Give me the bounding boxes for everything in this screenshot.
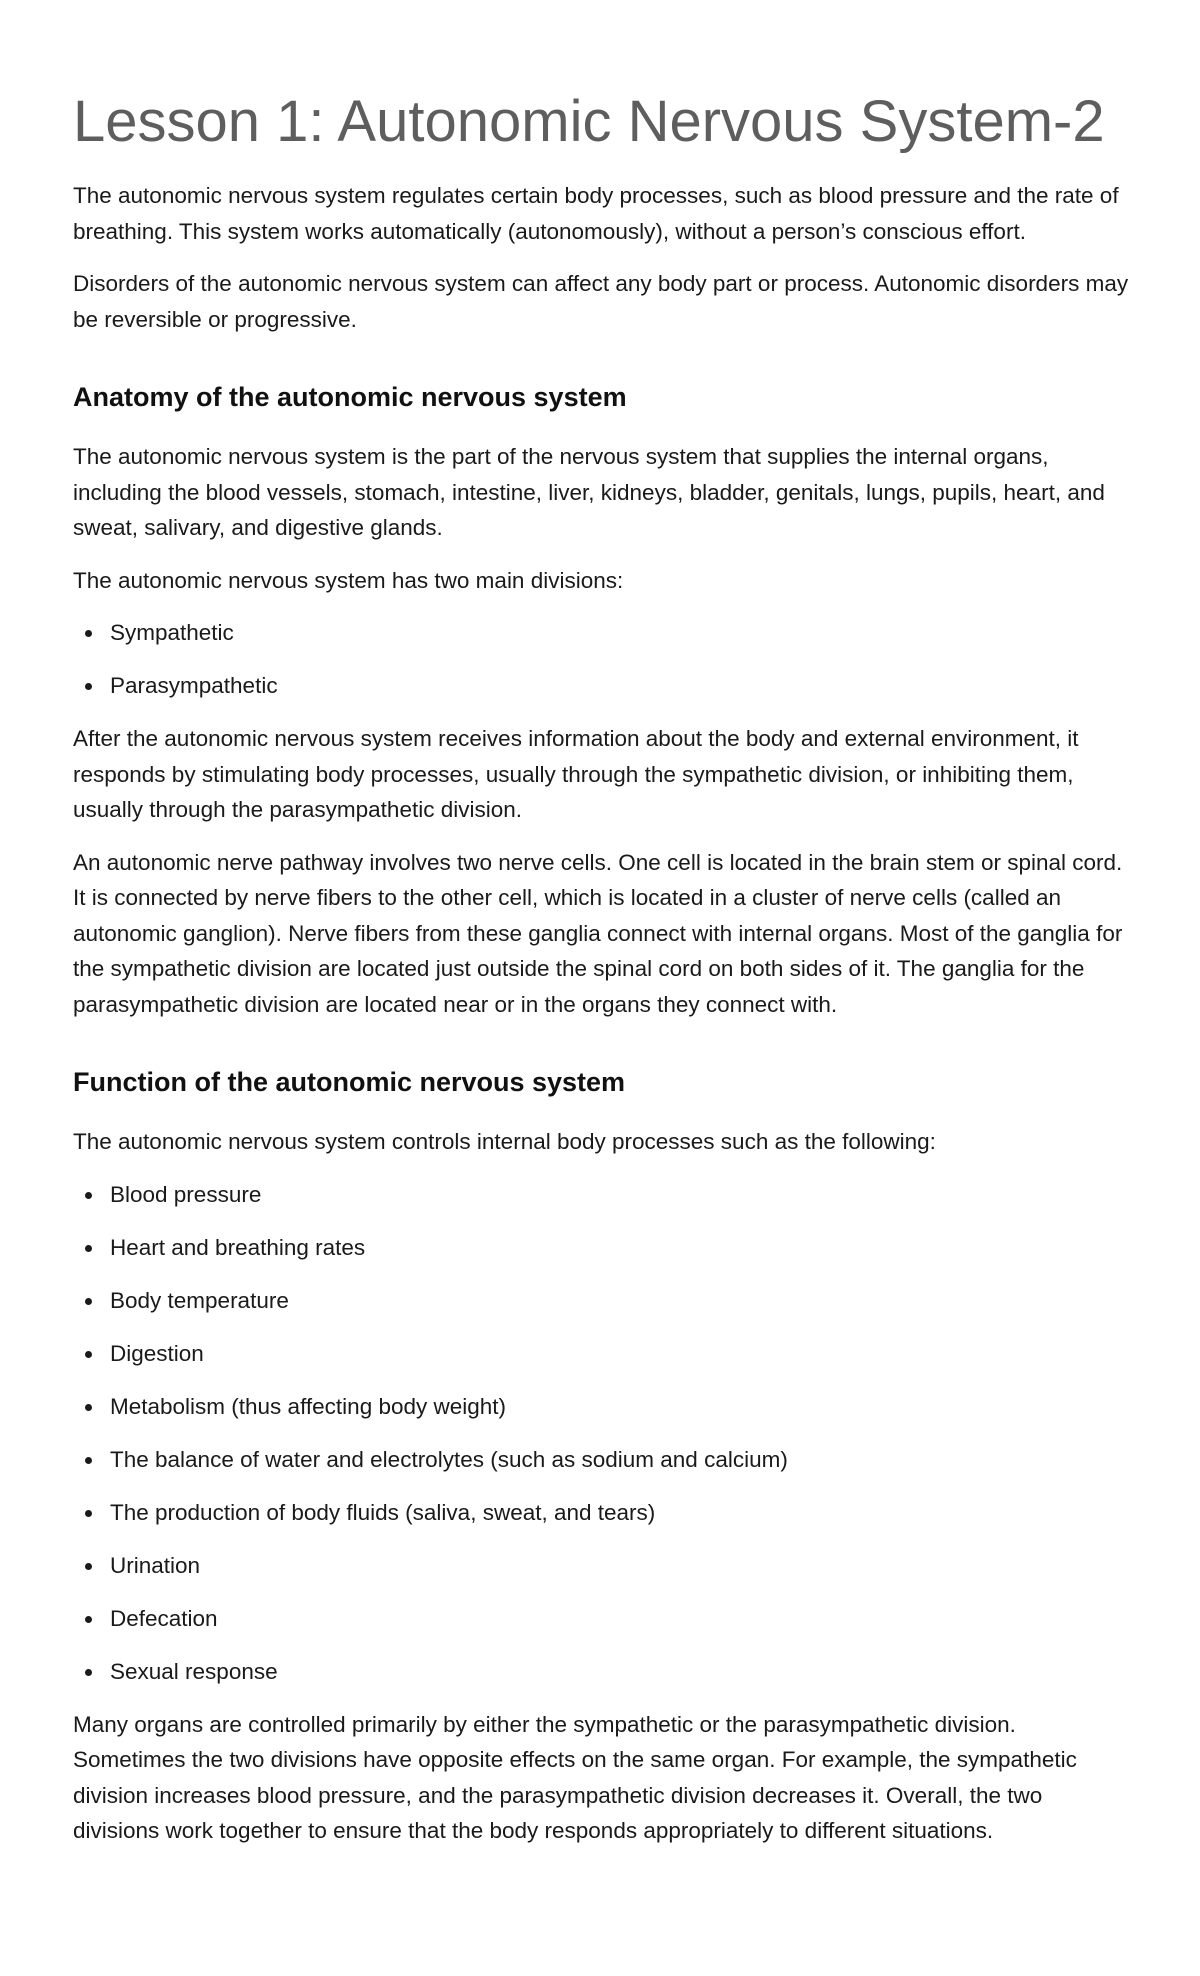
list-item — [73, 1548, 1130, 1584]
function-paragraph: The autonomic nervous system controls internal body processes such as the following: — [73, 1129, 936, 1154]
list-item-text: Sympathetic — [110, 620, 234, 645]
functions-list — [73, 1177, 1130, 1690]
anatomy-paragraph: An autonomic nerve pathway involves two nerve cells. One cell is located in the brain stem or spinal cord. It is connected by nerve fibers to the other cell, which is located in a cluster of nerve cells (called an autonomic ganglion). Nerve fibers from these ganglia connect with internal organs. Most of the ganglia for the sympathetic division are located just outside the spinal cord on both sides of it. The ganglia for the parasympathetic division are located near or in the organs they connect with. — [73, 849, 1123, 1017]
list-item-text: Heart and breathing rates — [110, 1234, 366, 1260]
bullet-icon — [85, 1563, 92, 1570]
section-heading-anatomy: Anatomy of the autonomic nervous system — [73, 382, 627, 412]
bullet-icon — [85, 1669, 92, 1676]
bullet-icon — [85, 1245, 92, 1252]
bullet-icon — [85, 1404, 92, 1411]
list-item — [73, 1336, 1130, 1372]
list-item-text: Metabolism (thus affecting body weight) — [110, 1393, 507, 1419]
bullet-icon — [85, 683, 92, 690]
bullet-icon — [85, 1298, 92, 1305]
list-item-text: Blood pressure — [110, 1181, 262, 1207]
section-heading-function: Function of the autonomic nervous system — [73, 1067, 626, 1097]
list-item-text: Parasympathetic — [110, 673, 278, 698]
bullet-icon — [85, 1616, 92, 1623]
bullet-icon — [85, 630, 92, 637]
bullet-icon — [85, 1351, 92, 1358]
list-item-text: Digestion — [110, 1340, 204, 1366]
list-item-text: Body temperature — [110, 1287, 289, 1313]
list-item — [73, 1601, 1130, 1637]
anatomy-paragraph: The autonomic nervous system is the part of the nervous system that supplies the internal organs, including the blood vessels, stomach, intestine, liver, kidneys, bladder, genitals, lungs, pupils, heart, and sweat, salivary, and digestive glands. — [73, 444, 1105, 540]
list-item — [73, 615, 1130, 651]
list-item-text: The balance of water and electrolytes (such as sodium and calcium) — [110, 1446, 788, 1472]
list-item — [73, 1495, 1130, 1531]
list-item — [73, 1654, 1130, 1690]
page-title: Lesson 1: Autonomic Nervous System-2 — [73, 89, 1105, 154]
intro-paragraph: Disorders of the autonomic nervous system can affect any body part or process. Autonomic disorders may be reversible or progressive. — [73, 271, 1129, 332]
divisions-list — [73, 615, 1130, 704]
anatomy-paragraph: After the autonomic nervous system receives information about the body and external environment, it responds by stimulating body processes, usually through the sympathetic division, or inhibiting them, usually through the parasympathetic division. — [73, 726, 1079, 822]
bullet-icon — [85, 1510, 92, 1517]
function-paragraph: Many organs are controlled primarily by either the sympathetic or the parasympathetic division. Sometimes the two divisions have opposite effects on the same organ. For example, the sympathetic division increases blood pressure, and the parasympathetic division decreases it. Overall, the two divisions work together to ensure that the body responds appropriately to different situations. — [73, 1711, 1077, 1843]
intro-paragraph: The autonomic nervous system regulates certain body processes, such as blood pressure and the rate of breathing. This system works automatically (autonomously), without a person’s conscious effort. — [73, 183, 1119, 244]
bullet-icon — [85, 1457, 92, 1464]
list-item — [73, 1389, 1130, 1425]
anatomy-paragraph: The autonomic nervous system has two main divisions: — [73, 567, 624, 593]
bullet-icon — [85, 1192, 92, 1199]
list-item — [73, 668, 1130, 704]
list-item-text: Sexual response — [110, 1658, 278, 1684]
list-item-text: The production of body fluids (saliva, sweat, and tears) — [110, 1499, 656, 1525]
list-item — [73, 1283, 1130, 1319]
list-item — [73, 1177, 1130, 1213]
list-item — [73, 1442, 1130, 1478]
list-item-text: Defecation — [110, 1605, 218, 1631]
list-item-text: Urination — [110, 1552, 201, 1578]
list-item — [73, 1230, 1130, 1266]
